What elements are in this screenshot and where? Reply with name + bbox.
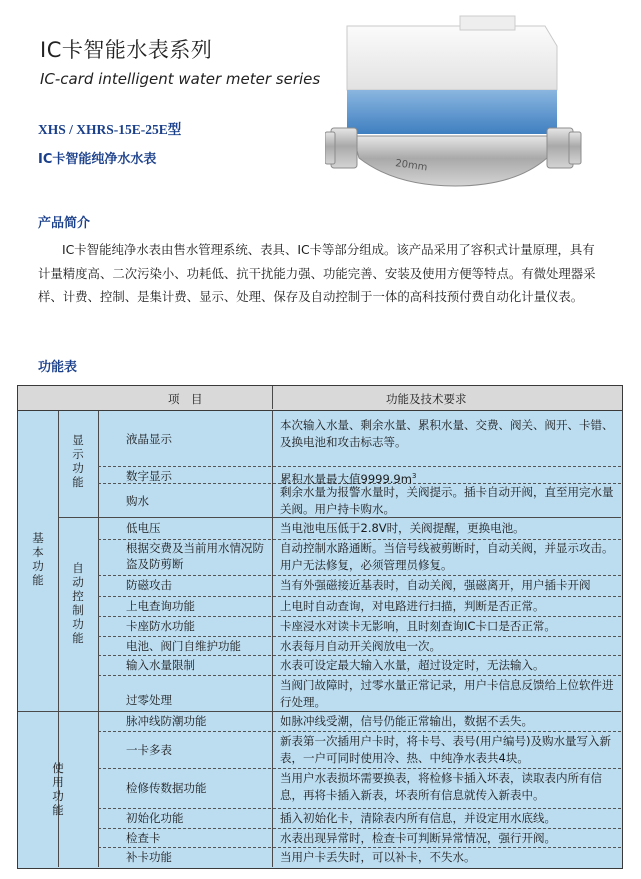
table-row-desc: 当阀门故障时，过零水量正常记录，用户卡信息反馈给上位软件进行处理。 <box>280 678 614 709</box>
table-row-desc: 剩余水量为报警水量时，关阀提示。插卡自动开阀，直至用完水量关阀。用户持卡购水。 <box>280 485 614 516</box>
table-row-desc: 如脉冲线受潮，信号仍能正常输出，数据不丢失。 <box>280 714 533 728</box>
table-row-desc: 卡座浸水对读卡无影响，且时刻查询IC卡口是否正常。 <box>280 619 556 633</box>
row-desc-prefix: 累积水量最大值9999.9m <box>280 471 412 486</box>
table-row-desc: 水表每月自动开关阀放电一次。 <box>280 639 441 653</box>
table-row-item: 过零处理 <box>126 693 172 707</box>
table-row-item: 输入水量限制 <box>126 658 195 672</box>
table-header <box>17 385 623 411</box>
table-row-desc: 当用户卡丢失时，可以补卡，不失水。 <box>280 850 476 864</box>
table-row-item: 根据交费及当前用水情况防盗及防剪断 <box>126 541 264 571</box>
table-row-desc: 当电池电压低于2.8V时，关阀提醒，更换电池。 <box>280 521 525 535</box>
model-number: XHS / XHRS-15E-25E型 <box>38 122 182 137</box>
table-row-desc: 自动控制水路通断。当信号线被剪断时，自动关阀，并显示攻击。用户无法修复，必须管理员修复。 <box>280 541 614 572</box>
page-title: IC卡智能水表系列 <box>40 38 213 62</box>
table-row-item: 低电压 <box>126 521 161 535</box>
table-row-desc: 本次输入水量、剩余水量、累积水量、交费、阀关、阀开、卡错、及换电池和攻击标志等。 <box>280 418 614 449</box>
table-body <box>17 411 623 869</box>
table-row-item: 数字显示 <box>126 469 172 483</box>
table-row-item: 电池、阀门自维护功能 <box>126 639 241 653</box>
table-row-item: 卡座防水功能 <box>126 619 195 633</box>
product-subtitle: IC卡智能纯净水水表 <box>38 152 157 167</box>
table-row-desc: 水表出现异常时，检查卡可判断异常情况，强行开阀。 <box>280 831 556 845</box>
intro-heading: 产品简介 <box>38 216 91 231</box>
table-row-desc: 上电时自动查询，对电路进行扫描，判断是否正常。 <box>280 599 545 613</box>
meter-size-label: 20mm <box>394 158 429 174</box>
table-row-desc: 当用户水表损坏需要换表，将检修卡插入坏表，读取表内所有信息，再将卡插入新表，坏表所有信息就传入新表中。 <box>280 771 602 802</box>
table-row-item: 脉冲线防潮功能 <box>126 714 207 728</box>
cubic-superscript: 3 <box>411 472 417 480</box>
intro-text: IC卡智能纯净水表由售水管理系统、表具、IC卡等部分组成。该产品采用了容积式计量原理，具有计量精度高、二次污染小、功耗低、抗干扰能力强、功能完善、安装及使用方便等特点。有微处理器采样、计费、控制、是集计费、显示、处理、保存及自动控制于一体的高科技预付费自动化计量仪表。 <box>38 242 596 304</box>
table-row-desc: 当有外强磁接近基表时，自动关阀，强磁离开，用户插卡开阀 <box>280 578 591 592</box>
table-row-item: 购水 <box>126 494 149 508</box>
page-title-english: IC-card intelligent water meter series <box>40 70 321 88</box>
table-row-item: 上电查询功能 <box>126 599 195 613</box>
function-table <box>17 385 623 869</box>
table-row-item: 初始化功能 <box>126 811 184 825</box>
table-row-item: 检修传数据功能 <box>126 781 207 795</box>
table-row-item: 补卡功能 <box>126 850 172 864</box>
function-table-heading: 功能表 <box>38 360 78 375</box>
header-desc: 功能及技术要求 <box>386 392 467 406</box>
table-row-item: 防磁攻击 <box>126 578 172 592</box>
water-meter-image <box>325 8 585 198</box>
group-display: 显示功能 <box>72 433 84 489</box>
table-row-item: 检查卡 <box>126 831 161 845</box>
header-item: 项 目 <box>168 392 203 406</box>
table-row-desc: 新表第一次插用户卡时，将卡号、表号(用户编号)及购水量写入新表，一户可同时使用冷、热、中纯净水表共4块。 <box>280 734 611 765</box>
table-row-desc: 水表可设定最大输入水量，超过设定时，无法输入。 <box>280 658 545 672</box>
table-row-item: 一卡多表 <box>126 743 172 757</box>
group-use: 使用功能 <box>52 761 64 817</box>
table-row-item: 液晶显示 <box>126 432 172 446</box>
group-auto-control: 自动控制功能 <box>72 561 84 645</box>
group-basic: 基本功能 <box>32 531 44 587</box>
table-row-desc: 插入初始化卡，清除表内所有信息，并设定用水底线。 <box>280 811 556 825</box>
